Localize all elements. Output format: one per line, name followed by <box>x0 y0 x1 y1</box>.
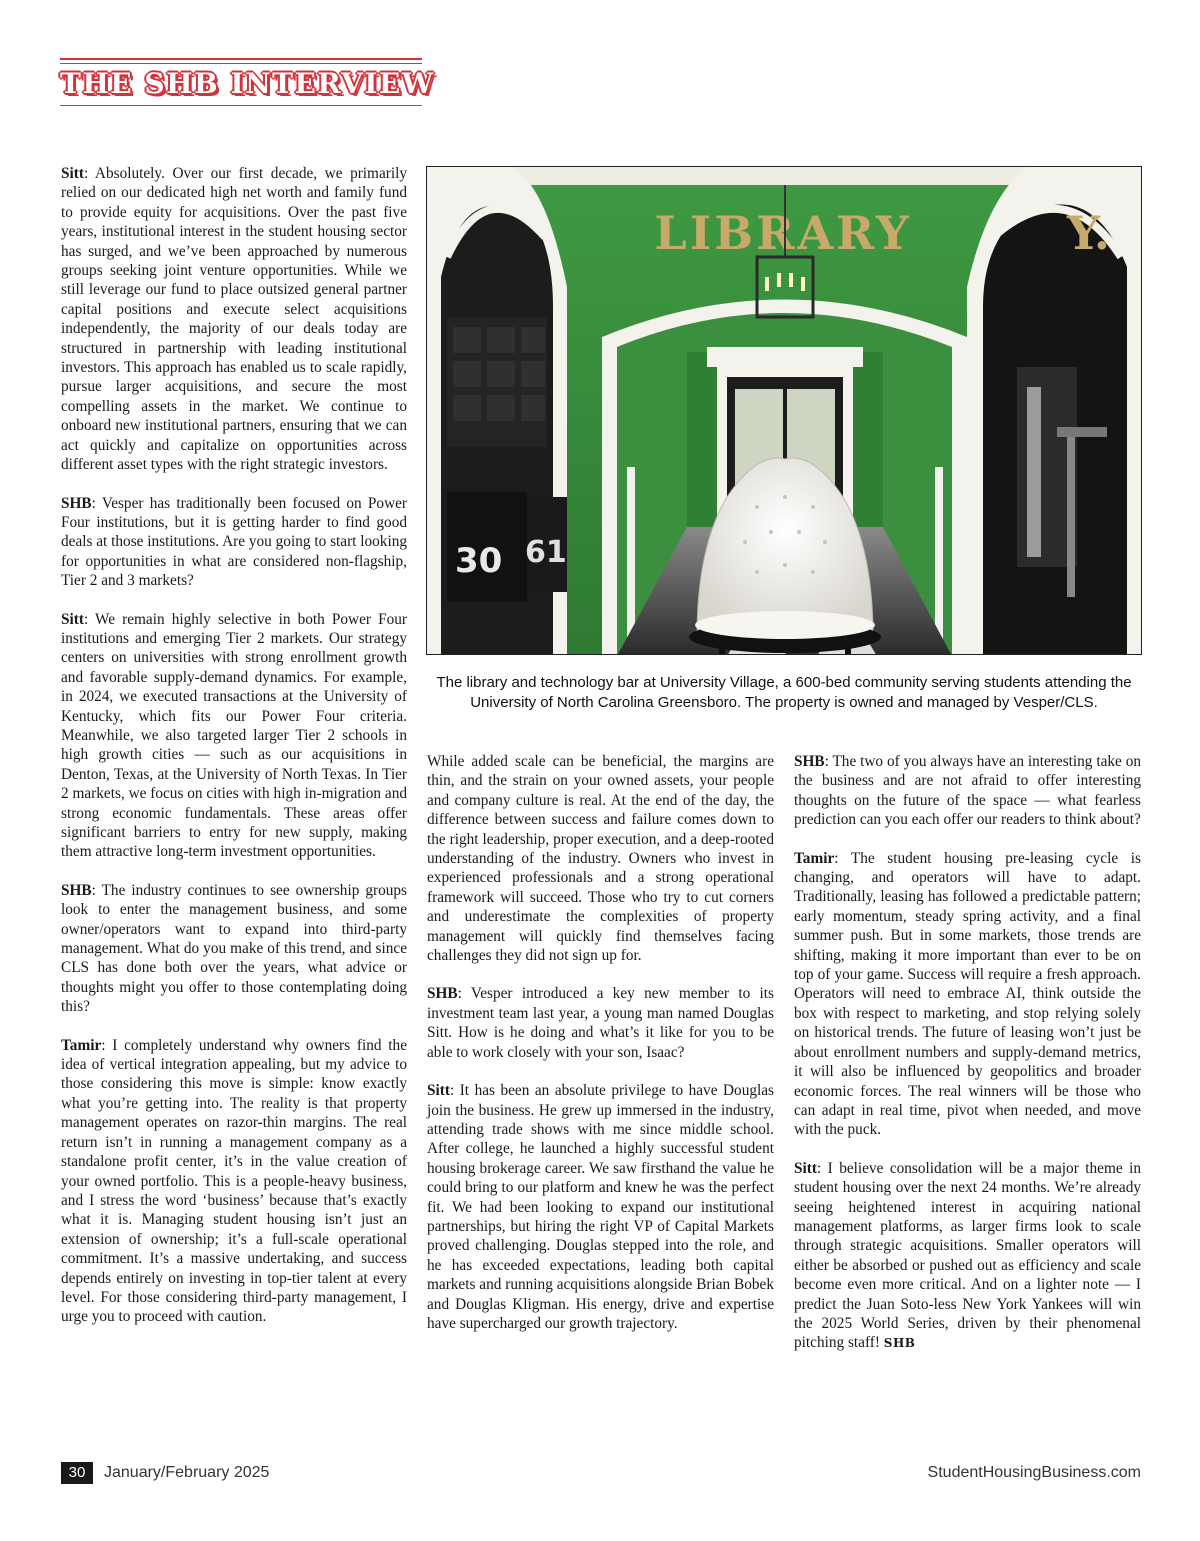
library-sign-partial: Y. <box>1067 206 1110 260</box>
paragraph <box>61 164 407 475</box>
speaker-name: SHB <box>61 494 92 512</box>
paragraph-text: : It has been an absolute privilege to have Douglas join the business. He grew up immersed in the industry, attending trade shows with me since middle school. After college, he launched a highly successful student housing brokerage career. We saw firsthand the value he could bring to our platform and knew he was the perfect fit. We had been looking to expand our institutional partnerships, but hiring the right VP of Capital Markets proved challenging. Douglas stepped into the role, and he has exceeded expectations, leading both capital markets and running acquisitions alongside Brian Bobek and Douglas Kligman. His energy, drive and expertise have supercharged our growth trajectory. <box>427 1082 774 1332</box>
photo-caption: The library and technology bar at University Village, a 600-bed community serving students attending the University of North Carolina Greensboro. The property is owned and managed by Vesper/CLS. <box>436 674 1132 711</box>
header-top-rule <box>60 58 422 60</box>
website-link[interactable]: StudentHousingBusiness.com <box>927 1464 1141 1481</box>
paragraph <box>794 849 1141 1140</box>
paragraph-text: : Absolutely. Over our first decade, we primarily relied on our dedicated high net worth and family fund to provide equity for acquisitions. Over the past five years, institutional interest in the student housing sector has surged, and we’ve been approached by numerous groups seeking joint venture opportunities. While we still leverage our fund to place outsized general partner capital positions and execute select acquisitions independently, the majority of our deals today are structured in partnership with leading institutional investors. This approach has enabled us to scale rapidly, pursue larger acquisitions, and secure the most compelling assets in the market. We continue to onboard new institutional partners, ensuring that we can act quickly and capitalize on opportunities across different asset types with the right strategic investors. <box>61 165 407 474</box>
speaker-name: Sitt <box>427 1082 450 1100</box>
speaker-name: Sitt <box>794 1159 817 1177</box>
paragraph-text: : We remain highly selective in both Power Four institutions and emerging Tier 2 markets. Our strategy centers on universities with strong enrollment growth and favorable supply-demand dynamics. For example, in 2024, we executed transactions at the University of Kentucky, which fits our Power Four criteria. Meanwhile, we also targeted larger Tier 2 schools in high growth cities — such as our acquisitions in Denton, Texas, at the University of North Texas. In Tier 2 markets, we focus on cities with high in-migration and strong economic fundamentals. These areas offer significant barriers to entry for new supply, making them attractive long-term investment opportunities. <box>61 610 407 861</box>
paragraph-text: : The two of you always have an interesting take on the business and are not afraid to offer interesting thoughts on the future of the space — what fearless prediction can you each offer our readers to think about? <box>794 753 1141 829</box>
speaker-name: Sitt <box>61 610 84 628</box>
speaker-name: SHB <box>794 753 825 770</box>
paragraph <box>61 881 407 1017</box>
paragraph-text: While added scale can be beneficial, the margins are thin, and the strain on your owned assets, your people and company culture is real. At the end of the day, the difference between success and failure comes down to the right leadership, proper execution, and a deep-rooted understanding of the industry. Owners who invest in experienced professionals and a strong operational framework will succeed. Those who try to cut corners and underestimate the complexities of property management will quickly find themselves facing challenges they did not sign up for. <box>427 753 774 965</box>
speaker-name: SHB <box>61 881 92 899</box>
paragraph <box>61 494 407 591</box>
paragraph <box>427 752 774 965</box>
end-mark: SHB <box>883 1336 916 1351</box>
article-column-1 <box>61 164 407 1346</box>
speaker-name: Tamir <box>794 849 835 867</box>
paragraph-text: : The industry continues to see ownership groups look to enter the management business, and some owner/operators want to expand into third-party management. What do you make of this trend, and since CLS has done both over the years, what advice or thoughts might you offer to those contemplating doing this? <box>61 881 407 1016</box>
speaker-name: Sitt <box>61 165 84 182</box>
paragraph-text: : The student housing pre-leasing cycle is changing, and operators will have to adapt. Traditionally, leasing has followed a predictable pattern; early momentum, steady spring activity, and a final summer push. But in some markets, those trends are shifting, making it more important than ever to be on top of your game. Success will require a fresh approach. Operators will need to embrace AI, think outside the box with respect to marketing, and stop relying solely on historical trends. The future of leasing won’t just be about enrollment numbers and supply-demand metrics, it will also be influenced by geopolitics and broader economic forces. The real winners will be those who can adapt in real time, pivot when needed, and move with the puck. <box>794 849 1141 1139</box>
box-text-1: 30 <box>455 541 503 581</box>
header-bottom-rule <box>60 105 422 106</box>
paragraph <box>794 752 1141 830</box>
paragraph-text: : Vesper introduced a key new member to its investment team last year, a young man named Douglas Sitt. How is he doing and what’s it like for you to be able to work closely with your son, Isaac? <box>427 985 774 1061</box>
paragraph <box>61 1036 407 1327</box>
section-header <box>60 58 435 106</box>
library-photo-illustration <box>427 167 1142 655</box>
paragraph <box>61 610 407 862</box>
section-title: THE SHB INTERVIEW <box>60 67 435 100</box>
article-column-3 <box>794 752 1141 1373</box>
speaker-name: SHB <box>427 985 458 1003</box>
article-column-2 <box>427 752 774 1352</box>
paragraph <box>427 1081 774 1333</box>
box-text-2: 61 <box>525 535 567 570</box>
paragraph-text: : Vesper has traditionally been focused on Power Four institutions, but it is getting harder to find good deals at those institutions. Are you going to start looking for opportunities in what are considered non-flagship, Tier 2 and 3 markets? <box>61 494 407 590</box>
issue-date: January/February 2025 <box>104 1464 270 1481</box>
speaker-name: Tamir <box>61 1036 102 1054</box>
page-number: 30 <box>61 1462 93 1484</box>
library-sign-text: LIBRARY <box>654 206 912 260</box>
paragraph <box>794 1159 1141 1354</box>
paragraph-text: : I believe consolidation will be a major theme in student housing over the next 24 months. We’re already seeing heightened interest in acquiring national management platforms, as larger firms look to scale through strategic acquisitions. Smaller operators will either be absorbed or pushed out as efficiency and scale become even more critical. And on a lighter note — I predict the Juan Soto-less New York Yankees will win the 2025 World Series, driven by their phenomenal pitching staff! <box>794 1159 1141 1352</box>
page-footer <box>61 1462 1141 1486</box>
library-photo <box>426 166 1142 655</box>
paragraph-text: : I completely understand why owners find the idea of vertical integration appealing, but my advice to those considering this move is simple: know exactly what you’re getting into. The reality is that property management operates on razor-thin margins. The real return isn’t in running a management company as a standalone profit center, it’s in the value creation of your owned portfolio. This is a people-heavy business, and I stress the word ‘business’ because that’s exactly what it is. Managing student housing isn’t just an extension of ownership; it’s a full-scale operational commitment. It’s a massive undertaking, and success depends entirely on investing in top-tier talent at every level. For those considering third-party management, I urge you to proceed with caution. <box>61 1036 407 1326</box>
paragraph <box>427 984 774 1062</box>
